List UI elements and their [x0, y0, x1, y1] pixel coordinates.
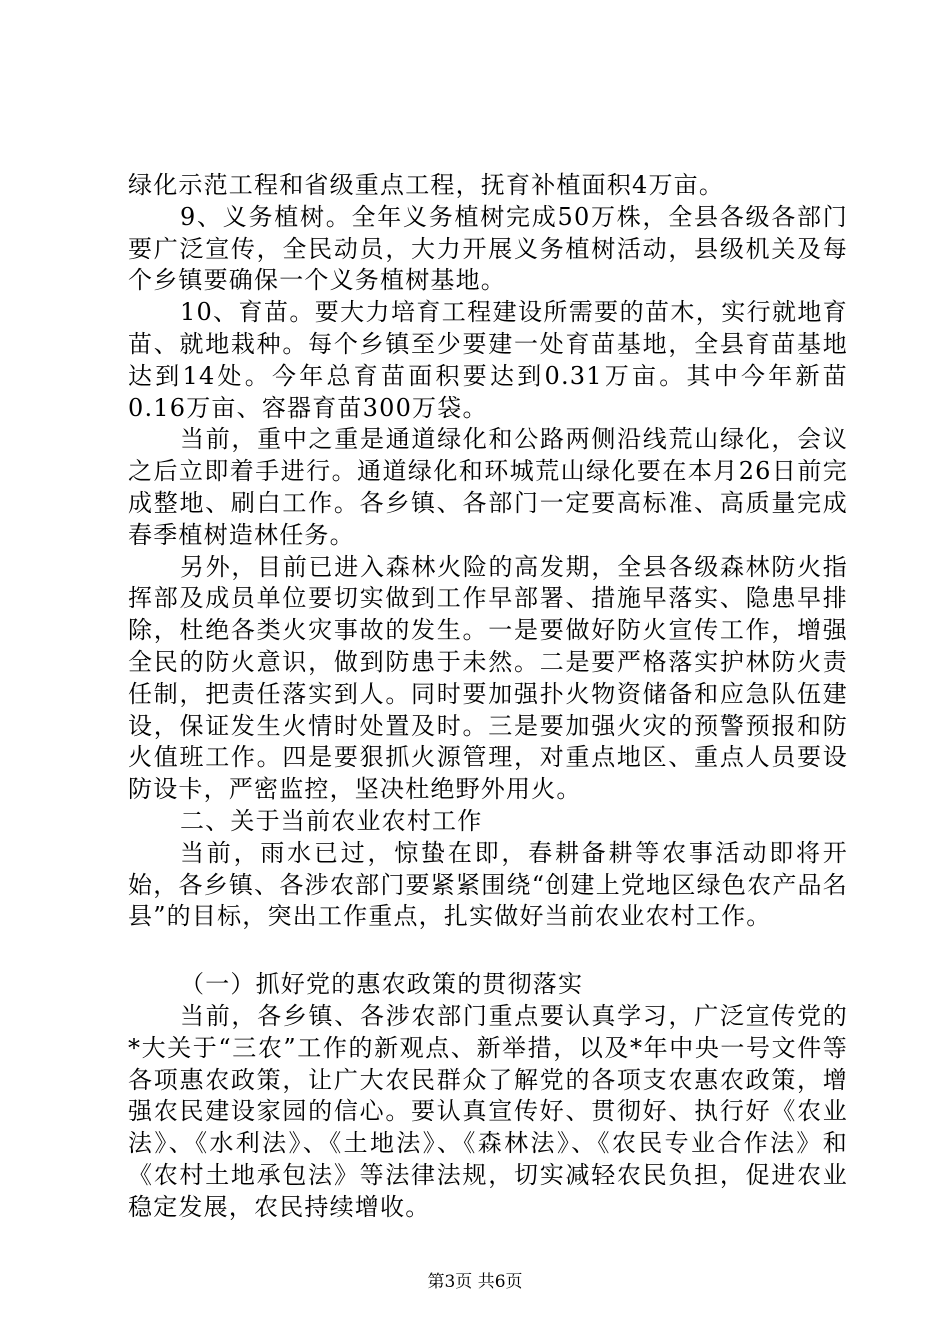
paragraph-item-10: 10、育苗。要大力培育工程建设所需要的苗木，实行就地育苗、就地栽种。每个乡镇至少要建一处育苗基地，全县育苗基地达到14处。今年总育苗面积要达到0.31万亩。其中今年新苗0.16万亩、容器育苗300万袋。: [128, 298, 848, 422]
section-heading-agriculture: 二、关于当前农业农村工作: [180, 806, 483, 835]
paragraph-policy: 当前，各乡镇、各涉农部门重点要认真学习，广泛宣传党的*大关于“三农”工作的新观点、新举措，以及*年中央一号文件等各项惠农政策，让广大农民群众了解党的各项支农惠农政策，增强农民建设家园的信心。要认真宣传好、贯彻好、执行好《农业法》、《水利法》、《土地法》、《森林法》、《农民专业合作法》和《农村土地承包法》等法律法规，切实减轻农民负担，促进农业稳定发展，农民持续增收。: [128, 1001, 848, 1221]
page-number-footer: 第3页 共6页: [427, 1272, 523, 1292]
paragraph-continuation: 绿化示范工程和省级重点工程，抚育补植面积4万亩。: [128, 171, 725, 199]
paragraph-item-9: 9、义务植树。全年义务植树完成50万株，全县各级各部门要广泛宣传，全民动员，大力开展义务植树活动，县级机关及每个乡镇要确保一个义务植树基地。: [128, 202, 848, 295]
document-body: [128, 170, 848, 1224]
paragraph-fire-prevention: 另外，目前已进入森林火险的高发期，全县各级森林防火指挥部及成员单位要切实做到工作早部署、措施早落实、隐患早排除，杜绝各类火灾事故的发生。一是要做好防火宣传工作，增强全民的防火意识，做到防患于未然。二是要严格落实护林防火责任制，把责任落实到人。同时要加强扑火物资储备和应急队伍建设，保证发生火情时处置及时。三是要加强火灾的预警预报和防火值班工作。四是要狠抓火源管理，对重点地区、重点人员要设防设卡，严密监控，坚决杜绝野外用火。: [128, 552, 848, 804]
subsection-heading-policy: （一）抓好党的惠农政策的贯彻落实: [180, 970, 584, 999]
paragraph-priority: 当前，重中之重是通道绿化和公路两侧沿线荒山绿化，会议之后立即着手进行。通道绿化和环城荒山绿化要在本月26日前完成整地、刷白工作。各乡镇、各部门一定要高标准、高质量完成春季植树造林任务。: [128, 425, 848, 549]
paragraph-agriculture-intro: 当前，雨水已过，惊蛰在即，春耕备耕等农事活动即将开始，各乡镇、各涉农部门要紧紧围绕“创建上党地区绿色农产品名县”的目标，突出工作重点，扎实做好当前农业农村工作。: [128, 838, 848, 931]
